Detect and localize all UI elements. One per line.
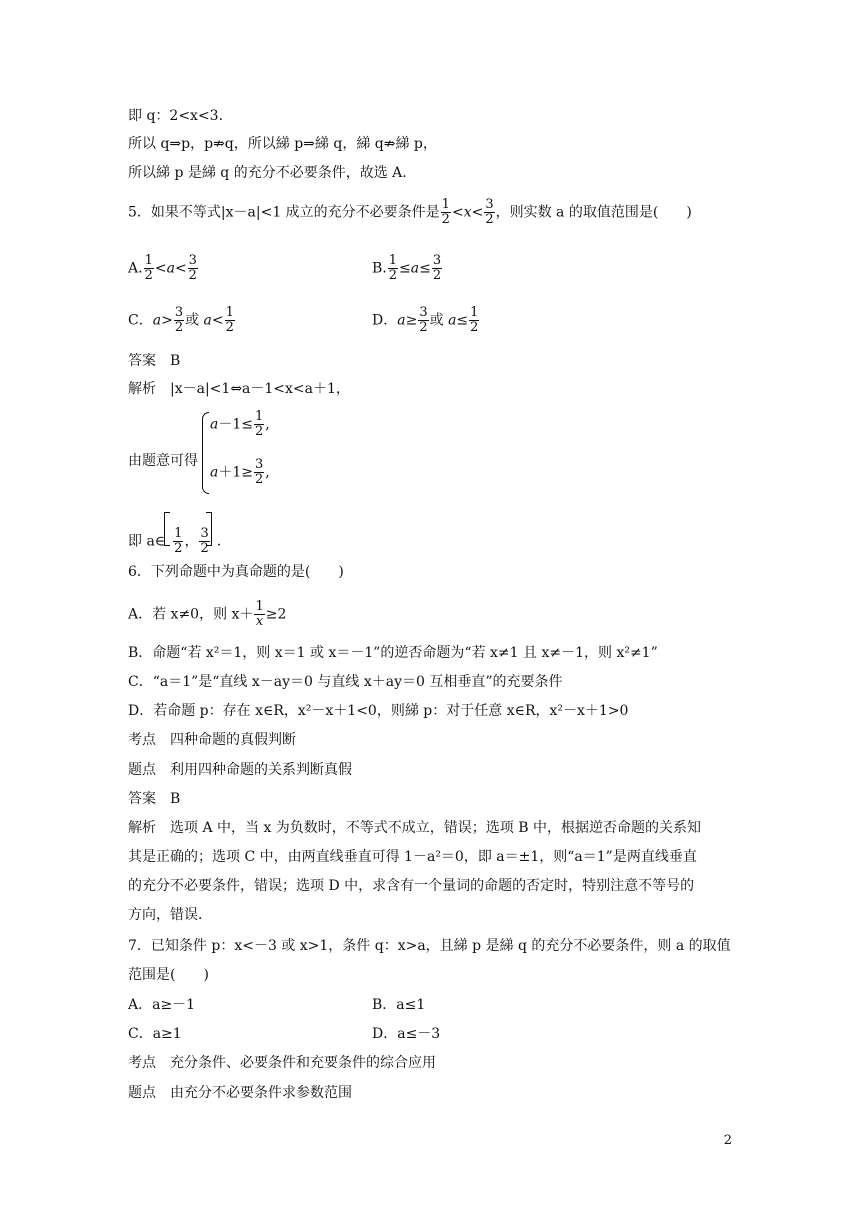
solution-6-line-4: 方向，错误． bbox=[128, 907, 212, 923]
fraction: $\frac{1}{2}$ bbox=[441, 197, 450, 227]
answer-5: 答案 B bbox=[128, 353, 181, 369]
solution-6-line-3: 的充分不必要条件，错误；选项 D 中，求含有一个量词的命题的否定时，特别注意不等号的 bbox=[128, 878, 695, 894]
option-7d: D．a≤－3 bbox=[372, 1026, 441, 1042]
option-5b: B. $\frac{1}{2}$ ≤a≤ $\frac{3}{2}$ bbox=[372, 253, 442, 283]
text-line-conclusion: 所以綈 p 是綈 q 的充分不必要条件，故选 A. bbox=[128, 165, 407, 181]
right-bracket bbox=[206, 512, 212, 546]
solution-5-lead: 由题意可得 bbox=[128, 453, 198, 469]
question-7-line-2: 范围是( ) bbox=[128, 967, 209, 983]
text-line-implication: 所以 q⇒p，p⇏q，所以綈 p⇒綈 q，綈 q⇏綈 p， bbox=[128, 136, 437, 152]
question-6: 6．下列命题中为真命题的是( ) bbox=[128, 564, 344, 580]
solution-6-line-1: 解析 选项 A 中，当 x 为负数时，不等式不成立，错误；选项 B 中，根据逆否命题的关系知 bbox=[128, 820, 701, 836]
question-5-tail: ，则实数 a 的取值范围是( ) bbox=[495, 204, 692, 221]
text-line-q-range: 即 q：2<x<3. bbox=[128, 108, 224, 124]
topic-point-6: 题点 利用四种命题的关系判断真假 bbox=[128, 762, 352, 778]
option-6c: C．“a＝1”是“直线 x－ay＝0 与直线 x＋ay＝0 互相垂直”的充要条件 bbox=[128, 674, 563, 690]
option-5d: D．a≥ $\frac{3}{2}$ 或 a≤ $\frac{1}{2}$ bbox=[372, 305, 479, 335]
option-7b: B．a≤1 bbox=[372, 997, 426, 1013]
option-5c: C．a> $\frac{3}{2}$ 或 a< $\frac{1}{2}$ bbox=[128, 305, 234, 335]
inequality-2: a＋1≥ $\frac{3}{2}$ , bbox=[210, 457, 270, 487]
knowledge-point-7: 考点 充分条件、必要条件和充要条件的综合应用 bbox=[128, 1055, 436, 1071]
topic-point-7: 题点 由充分不必要条件求参数范围 bbox=[128, 1085, 352, 1101]
option-7c: C．a≥1 bbox=[128, 1026, 182, 1042]
option-7a: A．a≥－1 bbox=[128, 997, 196, 1013]
left-bracket bbox=[164, 512, 170, 546]
solution-5-interval: 即 a∈ $\frac{1}{2}$ ， $\frac{3}{2}$ . bbox=[128, 526, 222, 556]
option-6d: D．若命题 p：存在 x∈R，x²－x＋1<0，则綈 p：对于任意 x∈R，x²－x＋1>0 bbox=[128, 703, 629, 719]
fraction: $\frac{3}{2}$ bbox=[485, 197, 494, 227]
question-7-line-1: 7．已知条件 p：x<－3 或 x>1，条件 q：x>a，且綈 p 是綈 q 的充分不必要条件，则 a 的取值 bbox=[128, 938, 731, 954]
knowledge-point-6: 考点 四种命题的真假判断 bbox=[128, 732, 296, 748]
page-number: 2 bbox=[723, 1133, 732, 1148]
option-5a: A. $\frac{1}{2}$ <a< $\frac{3}{2}$ bbox=[128, 253, 197, 283]
inequality-1: a－1≤ $\frac{1}{2}$ , bbox=[210, 409, 270, 439]
left-brace bbox=[202, 412, 209, 494]
option-6a: A．若 x≠0，则 x＋ $\frac{1}{x}$ ≥2 bbox=[128, 599, 287, 629]
solution-6-line-2: 其是正确的；选项 C 中，由两直线垂直可得 1－a²＝0，即 a＝±1，则“a＝1”是两直线垂直 bbox=[128, 849, 697, 865]
answer-6: 答案 B bbox=[128, 791, 181, 807]
question-5-stem: 5．如果不等式|x－a|<1 成立的充分不必要条件是 bbox=[128, 204, 440, 221]
option-6b: B．命题“若 x²＝1，则 x＝1 或 x＝－1”的逆否命题为“若 x≠1 且 x≠－1，则 x²≠1” bbox=[128, 645, 658, 661]
solution-5: 解析 |x－a|<1⇔a－1<x<a＋1， bbox=[128, 381, 350, 397]
question-5: 5．如果不等式|x－a|<1 成立的充分不必要条件是 $\frac{1}{2}$ <x< $\frac{3}{2}$ ，则实数 a 的取值范围是( ) bbox=[128, 197, 692, 227]
